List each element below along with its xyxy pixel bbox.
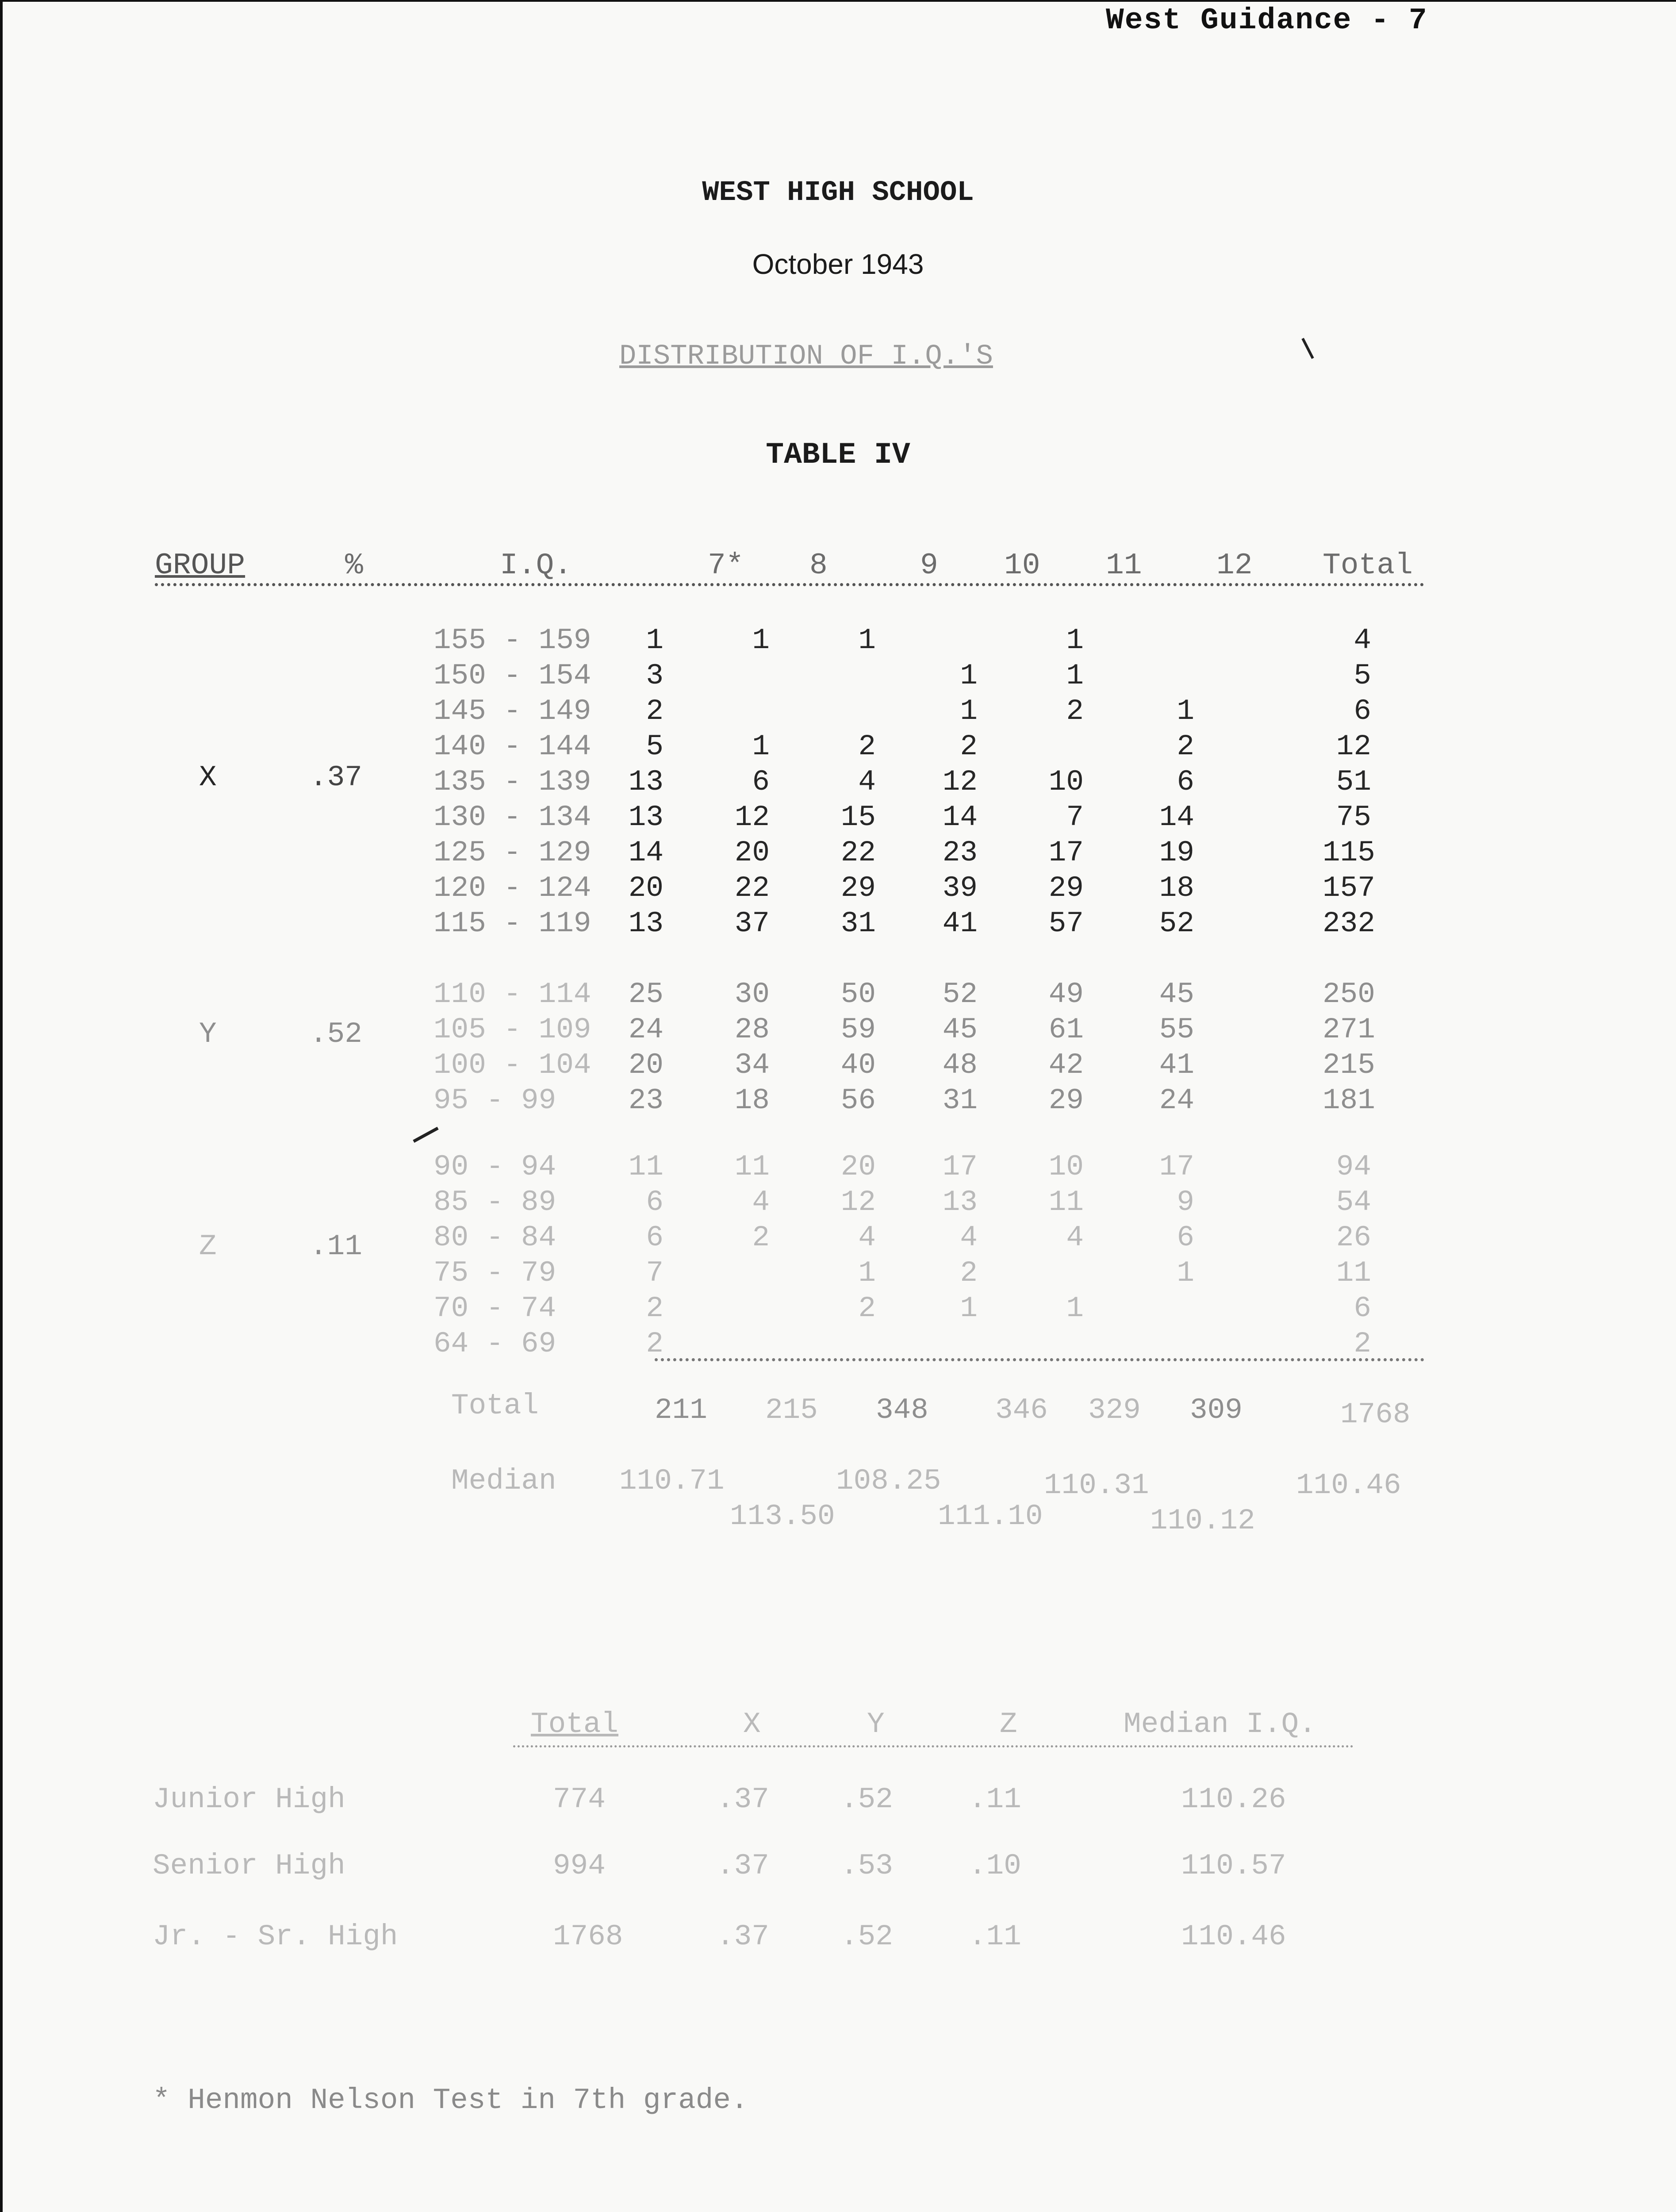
cell-g7: 5 — [646, 730, 663, 763]
total-grade-11: 329 — [1088, 1394, 1141, 1427]
cell-total: 51 — [1336, 765, 1371, 799]
iq-range: 80 - 84 — [433, 1221, 556, 1254]
iq-range: 110 - 114 — [433, 978, 591, 1011]
cell-g7: 1 — [646, 624, 663, 657]
header-grade-7: 7* — [708, 549, 744, 583]
cell-g9: 12 — [840, 1186, 876, 1219]
summary-x: .37 — [717, 1920, 769, 1953]
cell-g11: 10 — [1048, 1150, 1084, 1183]
cell-total: 12 — [1336, 730, 1371, 763]
cell-g8: 1 — [752, 624, 770, 657]
cell-g8: 30 — [734, 978, 770, 1011]
summary-x: .37 — [717, 1849, 769, 1882]
cell-g8: 6 — [752, 765, 770, 799]
median-grade-9: 108.25 — [836, 1464, 941, 1498]
summary-y: .53 — [840, 1849, 893, 1882]
median-all: 110.46 — [1296, 1469, 1401, 1502]
cell-g12: 6 — [1177, 765, 1194, 799]
cell-total: 6 — [1354, 1292, 1371, 1325]
cell-g9: 22 — [840, 836, 876, 869]
cell-g9: 56 — [840, 1084, 876, 1117]
header-rule — [155, 583, 1424, 586]
median-label: Median — [451, 1464, 556, 1498]
cell-total: 4 — [1354, 624, 1371, 657]
iq-range: 155 - 159 — [433, 624, 591, 657]
cell-g10: 1 — [960, 695, 978, 728]
cell-g12: 18 — [1159, 872, 1194, 905]
cell-g7: 11 — [628, 1150, 663, 1183]
summary-median: 110.26 — [1181, 1783, 1286, 1816]
median-grade-10: 111.10 — [938, 1500, 1043, 1533]
summary-total: 1768 — [553, 1920, 623, 1953]
cell-total: 2 — [1354, 1327, 1371, 1360]
cell-g8: 37 — [734, 907, 770, 940]
summary-header-z: Z — [1000, 1708, 1017, 1741]
header-iq: I.Q. — [500, 549, 572, 583]
header-grade-12: 12 — [1216, 549, 1253, 583]
summary-y: .52 — [840, 1783, 893, 1816]
summary-z: .10 — [969, 1849, 1021, 1882]
summary-z: .11 — [969, 1783, 1021, 1816]
iq-range: 95 - 99 — [433, 1084, 556, 1117]
cell-g12: 55 — [1159, 1013, 1194, 1046]
summary-median: 110.46 — [1181, 1920, 1286, 1953]
cell-g9: 31 — [840, 907, 876, 940]
cell-g9: 4 — [858, 765, 876, 799]
cell-g10: 2 — [960, 730, 978, 763]
iq-range: 120 - 124 — [433, 872, 591, 905]
cell-g10: 14 — [942, 801, 978, 834]
cell-g12: 19 — [1159, 836, 1194, 869]
cell-total: 5 — [1354, 659, 1371, 692]
cell-total: 94 — [1336, 1150, 1371, 1183]
header-grade-11: 11 — [1106, 549, 1142, 583]
header-percent: % — [345, 549, 363, 583]
median-grade-7: 110.71 — [619, 1464, 725, 1498]
cell-g7: 2 — [646, 695, 663, 728]
cell-g12: 2 — [1177, 730, 1194, 763]
cell-g8: 12 — [734, 801, 770, 834]
iq-range: 70 - 74 — [433, 1292, 556, 1325]
cell-g11: 57 — [1048, 907, 1084, 940]
total-grade-12: 309 — [1190, 1394, 1243, 1427]
cell-g12: 6 — [1177, 1221, 1194, 1254]
cell-g7: 23 — [628, 1084, 663, 1117]
cell-g9: 40 — [840, 1048, 876, 1082]
group-label-x: X — [199, 761, 217, 794]
cell-total: 26 — [1336, 1221, 1371, 1254]
cell-g7: 24 — [628, 1013, 663, 1046]
header-group: GROUP — [155, 549, 245, 583]
cell-g9: 50 — [840, 978, 876, 1011]
cell-g8: 20 — [734, 836, 770, 869]
cell-g9: 2 — [858, 1292, 876, 1325]
cell-g12: 45 — [1159, 978, 1194, 1011]
cell-g11: 29 — [1048, 1084, 1084, 1117]
school-title: WEST HIGH SCHOOL — [702, 177, 974, 209]
median-grade-11: 110.31 — [1044, 1469, 1149, 1502]
iq-range: 64 - 69 — [433, 1327, 556, 1360]
summary-header-rule — [513, 1745, 1354, 1747]
summary-total: 774 — [553, 1783, 606, 1816]
iq-range: 105 - 109 — [433, 1013, 591, 1046]
summary-median: 110.57 — [1181, 1849, 1286, 1882]
cell-g11: 11 — [1048, 1186, 1084, 1219]
cell-g7: 13 — [628, 765, 663, 799]
summary-row-label: Jr. - Sr. High — [153, 1920, 398, 1953]
cell-g12: 1 — [1177, 695, 1194, 728]
cell-g7: 3 — [646, 659, 663, 692]
cell-g8: 18 — [734, 1084, 770, 1117]
cell-g10: 45 — [942, 1013, 978, 1046]
cell-g10: 48 — [942, 1048, 978, 1082]
cell-g11: 1 — [1066, 1292, 1084, 1325]
iq-range: 125 - 129 — [433, 836, 591, 869]
summary-header-x: X — [743, 1708, 761, 1741]
cell-g8: 2 — [752, 1221, 770, 1254]
cell-g7: 20 — [628, 1048, 663, 1082]
cell-g11: 61 — [1048, 1013, 1084, 1046]
cell-g10: 12 — [942, 765, 978, 799]
header-grade-9: 9 — [920, 549, 938, 583]
cell-g9: 15 — [840, 801, 876, 834]
cell-g11: 17 — [1048, 836, 1084, 869]
cell-g10: 39 — [942, 872, 978, 905]
header-grade-8: 8 — [809, 549, 828, 583]
cell-total: 232 — [1323, 907, 1375, 940]
cell-g11: 49 — [1048, 978, 1084, 1011]
cell-g7: 2 — [646, 1292, 663, 1325]
cell-g7: 7 — [646, 1256, 663, 1290]
cell-total: 157 — [1323, 872, 1375, 905]
table-title: TABLE IV — [766, 438, 910, 472]
cell-g10: 31 — [942, 1084, 978, 1117]
stray-mark-1 — [1300, 336, 1318, 363]
cell-g9: 2 — [858, 730, 876, 763]
summary-header-y: Y — [867, 1708, 885, 1741]
group-pct-y: .52 — [310, 1018, 362, 1051]
summary-x: .37 — [717, 1783, 769, 1816]
cell-g11: 42 — [1048, 1048, 1084, 1082]
cell-g7: 25 — [628, 978, 663, 1011]
iq-range: 115 - 119 — [433, 907, 591, 940]
cell-g10: 17 — [942, 1150, 978, 1183]
cell-g7: 13 — [628, 907, 663, 940]
cell-total: 54 — [1336, 1186, 1371, 1219]
cell-g11: 1 — [1066, 624, 1084, 657]
cell-total: 115 — [1323, 836, 1375, 869]
cell-g8: 4 — [752, 1186, 770, 1219]
cell-g10: 13 — [942, 1186, 978, 1219]
cell-g7: 2 — [646, 1327, 663, 1360]
summary-row-label: Senior High — [153, 1849, 345, 1882]
cell-g12: 1 — [1177, 1256, 1194, 1290]
cell-total: 181 — [1323, 1084, 1375, 1117]
totals-rule — [655, 1358, 1424, 1361]
footnote: * Henmon Nelson Test in 7th grade. — [153, 2084, 748, 2117]
cell-total: 75 — [1336, 801, 1371, 834]
totals-label: Total — [451, 1389, 539, 1422]
cell-g9: 59 — [840, 1013, 876, 1046]
stray-mark-2 — [411, 1124, 442, 1146]
cell-g9: 4 — [858, 1221, 876, 1254]
summary-y: .52 — [840, 1920, 893, 1953]
iq-range: 90 - 94 — [433, 1150, 556, 1183]
page-label: West Guidance - 7 — [1106, 4, 1428, 38]
median-grade-12: 110.12 — [1150, 1504, 1255, 1537]
iq-range: 130 - 134 — [433, 801, 591, 834]
header-total: Total — [1323, 549, 1413, 583]
cell-total: 6 — [1354, 695, 1371, 728]
summary-z: .11 — [969, 1920, 1021, 1953]
summary-row-label: Junior High — [153, 1783, 345, 1816]
group-label-z: Z — [199, 1230, 217, 1263]
cell-g9: 1 — [858, 624, 876, 657]
iq-range: 75 - 79 — [433, 1256, 556, 1290]
cell-total: 250 — [1323, 978, 1375, 1011]
cell-g11: 29 — [1048, 872, 1084, 905]
cell-g7: 13 — [628, 801, 663, 834]
iq-range: 150 - 154 — [433, 659, 591, 692]
cell-g11: 2 — [1066, 695, 1084, 728]
cell-g7: 6 — [646, 1221, 663, 1254]
cell-g10: 4 — [960, 1221, 978, 1254]
cell-g8: 28 — [734, 1013, 770, 1046]
cell-g10: 2 — [960, 1256, 978, 1290]
summary-total: 994 — [553, 1849, 606, 1882]
cell-g12: 52 — [1159, 907, 1194, 940]
cell-g12: 24 — [1159, 1084, 1194, 1117]
cell-g10: 1 — [960, 1292, 978, 1325]
iq-range: 140 - 144 — [433, 730, 591, 763]
cell-g7: 14 — [628, 836, 663, 869]
group-pct-x: .37 — [310, 761, 362, 794]
summary-header-total: Total — [531, 1708, 619, 1741]
iq-range: 100 - 104 — [433, 1048, 591, 1082]
total-grade-9: 348 — [876, 1394, 928, 1427]
cell-g9: 29 — [840, 872, 876, 905]
cell-g8: 34 — [734, 1048, 770, 1082]
total-grade-10: 346 — [995, 1394, 1048, 1427]
cell-g11: 7 — [1066, 801, 1084, 834]
cell-g8: 11 — [734, 1150, 770, 1183]
total-all: 1768 — [1340, 1398, 1411, 1431]
cell-g8: 1 — [752, 730, 770, 763]
cell-g12: 9 — [1177, 1186, 1194, 1219]
cell-g12: 14 — [1159, 801, 1194, 834]
cell-g9: 20 — [840, 1150, 876, 1183]
group-pct-z: .11 — [310, 1230, 362, 1263]
cell-g10: 1 — [960, 659, 978, 692]
group-label-y: Y — [199, 1018, 217, 1051]
cell-g10: 23 — [942, 836, 978, 869]
cell-g10: 41 — [942, 907, 978, 940]
date-title: October 1943 — [752, 248, 924, 280]
cell-total: 271 — [1323, 1013, 1375, 1046]
cell-g12: 41 — [1159, 1048, 1194, 1082]
cell-g11: 1 — [1066, 659, 1084, 692]
total-grade-7: 211 — [655, 1394, 707, 1427]
cell-g11: 10 — [1048, 765, 1084, 799]
cell-g7: 6 — [646, 1186, 663, 1219]
cell-total: 11 — [1336, 1256, 1371, 1290]
median-grade-8: 113.50 — [730, 1500, 835, 1533]
iq-range: 135 - 139 — [433, 765, 591, 799]
cell-g12: 17 — [1159, 1150, 1194, 1183]
cell-g8: 22 — [734, 872, 770, 905]
cell-total: 215 — [1323, 1048, 1375, 1082]
subtitle: DISTRIBUTION OF I.Q.'S — [619, 341, 993, 373]
cell-g10: 52 — [942, 978, 978, 1011]
iq-range: 145 - 149 — [433, 695, 591, 728]
cell-g7: 20 — [628, 872, 663, 905]
cell-g9: 1 — [858, 1256, 876, 1290]
iq-range: 85 - 89 — [433, 1186, 556, 1219]
total-grade-8: 215 — [765, 1394, 818, 1427]
summary-header-median: Median I.Q. — [1124, 1708, 1316, 1741]
header-grade-10: 10 — [1004, 549, 1040, 583]
cell-g11: 4 — [1066, 1221, 1084, 1254]
